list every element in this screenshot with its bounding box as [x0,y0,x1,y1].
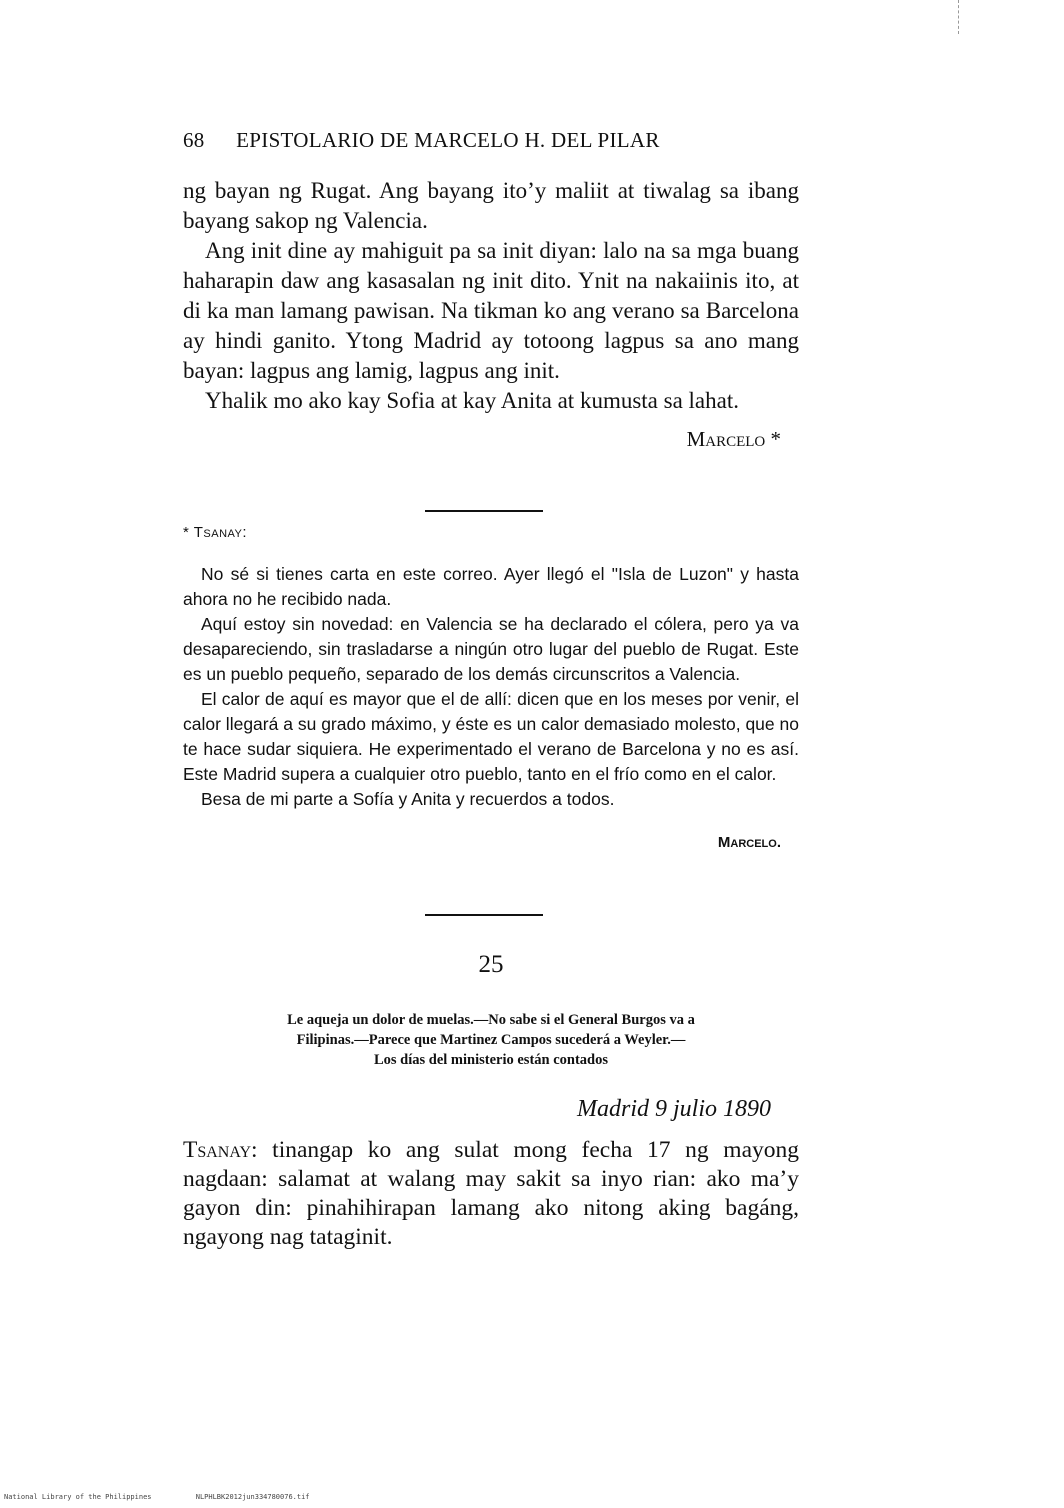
footnote-paragraph: El calor de aquí es mayor que el de allí: dicen que en los meses por venir, el calor llegará a su grado máximo, y éste es un calor demasiado molesto, que no te hace sudar siquiera. He experimentado el verano de Barcelona y no es así. Este Madrid supera a cualquier otro pueblo, tanto en el frío como en el calor. [183,689,799,784]
letter-summary [183,1010,799,1070]
letter-2-salutation: Tsanay: [183,1137,258,1163]
footnote-paragraph: Besa de mi parte a Sofía y Anita y recuerdos a todos. [201,789,615,809]
running-title: EPISTOLARIO DE MARCELO H. DEL PILAR [236,128,660,152]
summary-line: Los días del ministerio están contados [373,1052,609,1068]
letter-1-signature: Marcelo * [686,427,781,451]
letter-1-paragraph: ng bayan ng Rugat. Ang bayang ito’y maliit at tiwalag sa ibang bayang sakop ng Valencia. [183,178,799,233]
footnote-signature: Marcelo. [717,834,781,851]
section-divider [425,510,543,512]
letter-1-body [183,176,799,454]
footnote-paragraph: Aquí estoy sin novedad: en Valencia se ha declarado el cólera, pero ya va desapareciendo, sin trasladarse a ningún otro lugar del pueblo de Rugat. Este es un pueblo pequeño, separado de los demás circunscritos a Valencia. [183,614,799,684]
letter-number: 25 [478,951,504,978]
letter-2-text: tinangap ko ang sulat mong fecha 17 ng mayong nagdaan: salamat at walang may sakit sa inyo rian: ako ma’y gayon din: pinahihirapan lamang ako nitong aking bagáng, ngayong nag tataginit. [183,1137,799,1250]
letter-1-paragraph: Yhalik mo ako kay Sofia at kay Anita at kumusta sa lahat. [205,388,739,413]
section-divider [425,914,543,916]
summary-line: Filipinas.—Parece que Martinez Campos sucederá a Weyler.— [296,1032,686,1048]
file-identifier: NLPHLBK2012jun334780076.tif [195,1493,310,1501]
letter-2-body [183,1136,799,1252]
scan-edge-mark [958,0,959,34]
footnote-body [183,562,799,855]
footnote-label: * Tsanay: [183,524,248,541]
letter-dateline: Madrid 9 julio 1890 [576,1096,771,1122]
library-credit: National Library of the Philippines [4,1493,152,1501]
page-number: 68 [183,128,205,152]
letter-1-paragraph: Ang init dine ay mahiguit pa sa init diyan: lalo na sa mga buang haharapin daw ang kasasalan ng init dito. Ynit na nakaiinis ito, at di ka man lamang pawisan. Na tikman ko ang verano sa Barcelona ay hindi ganito. Ytong Madrid ay totoong lagpus sa ano mang bayan: lagpus ang lamig, lagpus ang init. [183,238,799,383]
summary-line: Le aqueja un dolor de muelas.—No sabe si el General Burgos va a [287,1012,695,1028]
scan-footer [4,1493,350,1501]
running-header [183,128,743,153]
footnote-paragraph: No sé si tienes carta en este correo. Ayer llegó el "Isla de Luzon" y hasta ahora no he recibido nada. [183,564,799,609]
